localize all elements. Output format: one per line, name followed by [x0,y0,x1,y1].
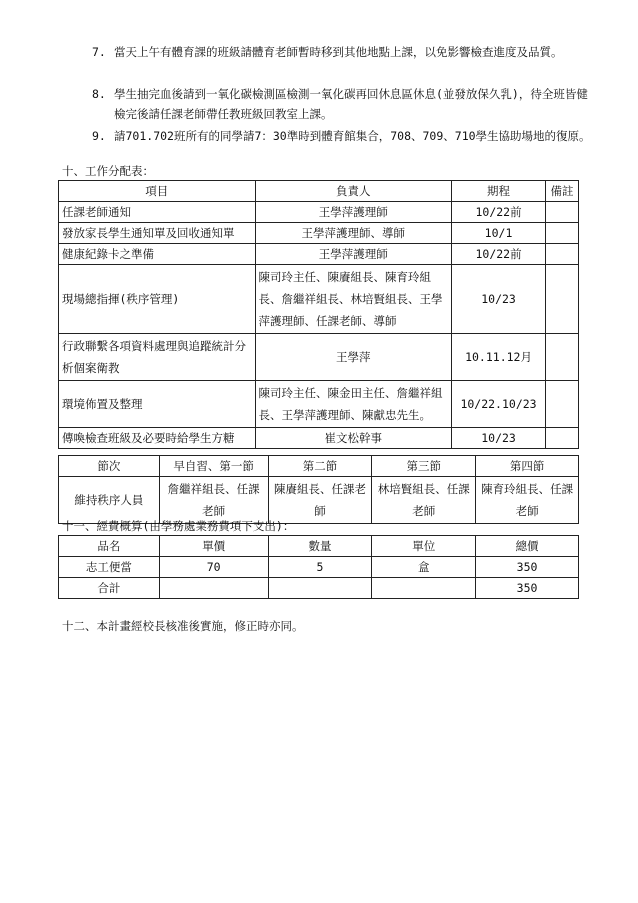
person-cell: 王學萍護理師、導師 [255,223,452,244]
header-cell: 節次 [59,456,160,477]
header-cell: 數量 [268,536,372,557]
header-cell: 第二節 [268,456,372,477]
note-number: 8. [92,87,106,101]
date-cell: 10/1 [452,223,546,244]
item-cell: 傳喚檢查班級及必要時給學生方糖 [59,428,256,449]
header-cell: 總價 [476,536,579,557]
header-cell: 期程 [452,181,546,202]
header-cell: 第四節 [476,456,579,477]
table-row [59,428,579,449]
date-cell: 10/22.10/23 [452,381,546,428]
date-cell: 10/23 [452,265,546,334]
note-item [92,42,592,62]
note-text: 當天上午有體育課的班級請體育老師暫時移到其他地點上課，以免影響檢查進度及品質。 [114,45,563,59]
schedule-row [59,477,579,524]
section-12-text: 十二、本計畫經校長核准後實施，修正時亦同。 [62,619,304,633]
budget-row [59,557,579,578]
schedule-cell: 詹繼祥組長、任課老師 [159,477,268,524]
note-cell [546,334,579,381]
person-cell: 陳司玲主任、陳金田主任、詹繼祥組長、王學萍護理師、陳獻忠先生。 [255,381,452,428]
price-cell [159,578,268,599]
header-cell: 品名 [59,536,160,557]
note-text: 請701.702班所有的同學請7：30準時到體育館集合，708、709、710學生協助場地的復原。 [114,129,591,143]
budget-total-row [59,578,579,599]
total-cell: 350 [476,557,579,578]
person-cell: 崔文松幹事 [255,428,452,449]
person-cell: 王學萍護理師 [255,244,452,265]
name-cell: 合計 [59,578,160,599]
item-cell: 任課老師通知 [59,202,256,223]
item-cell: 現場總指揮(秩序管理) [59,265,256,334]
schedule-table [58,455,579,524]
section-11-title: 十一、經費概算(由學務處業務費項下支出)： [62,519,295,533]
section-10-title: 十、工作分配表： [62,164,154,178]
date-cell: 10/22前 [452,202,546,223]
date-cell: 10/22前 [452,244,546,265]
date-cell: 10.11.12月 [452,334,546,381]
item-cell: 行政聯繫各項資料處理與追蹤統計分析個案衛教 [59,334,256,381]
table-row [59,223,579,244]
schedule-cell: 林培賢組長、任課老師 [372,477,476,524]
note-cell [546,381,579,428]
header-cell: 備註 [546,181,579,202]
table-row [59,202,579,223]
item-cell: 健康紀錄卡之準備 [59,244,256,265]
note-item [92,84,592,124]
note-cell [546,428,579,449]
note-number: 9. [92,129,106,143]
person-cell: 王學萍護理師 [255,202,452,223]
date-cell: 10/23 [452,428,546,449]
table-row [59,381,579,428]
header-cell: 負責人 [255,181,452,202]
note-text: 學生抽完血後請到一氧化碳檢測區檢測一氧化碳再回休息區休息(並發放保久乳)，待全班皆健檢完後請任課老師帶任教班級回教室上課。 [114,87,588,121]
price-cell: 70 [159,557,268,578]
table-row [59,334,579,381]
header-cell: 早自習、第一節 [159,456,268,477]
item-cell: 發放家長學生通知單及回收通知單 [59,223,256,244]
person-cell: 陳司玲主任、陳賡組長、陳育玲組長、詹繼祥組長、林培賢組長、王學萍護理師、任課老師、導師 [255,265,452,334]
schedule-cell: 陳賡組長、任課老師 [268,477,372,524]
note-cell [546,223,579,244]
unit-cell [372,578,476,599]
table-header-row [59,181,579,202]
note-item [92,126,592,146]
unit-cell: 盒 [372,557,476,578]
item-cell: 環境佈置及整理 [59,381,256,428]
schedule-cell: 陳育玲組長、任課老師 [476,477,579,524]
schedule-header-row [59,456,579,477]
header-cell: 單價 [159,536,268,557]
note-number: 7. [92,45,106,59]
qty-cell [268,578,372,599]
note-cell [546,244,579,265]
header-cell: 第三節 [372,456,476,477]
header-cell: 項目 [59,181,256,202]
row-label-cell: 維持秩序人員 [59,477,160,524]
total-cell: 350 [476,578,579,599]
header-cell: 單位 [372,536,476,557]
person-cell: 王學萍 [255,334,452,381]
name-cell: 志工便當 [59,557,160,578]
budget-header-row [59,536,579,557]
work-assignment-table [58,180,579,449]
table-row [59,265,579,334]
table-row [59,244,579,265]
note-cell [546,265,579,334]
note-cell [546,202,579,223]
budget-table [58,535,579,599]
qty-cell: 5 [268,557,372,578]
